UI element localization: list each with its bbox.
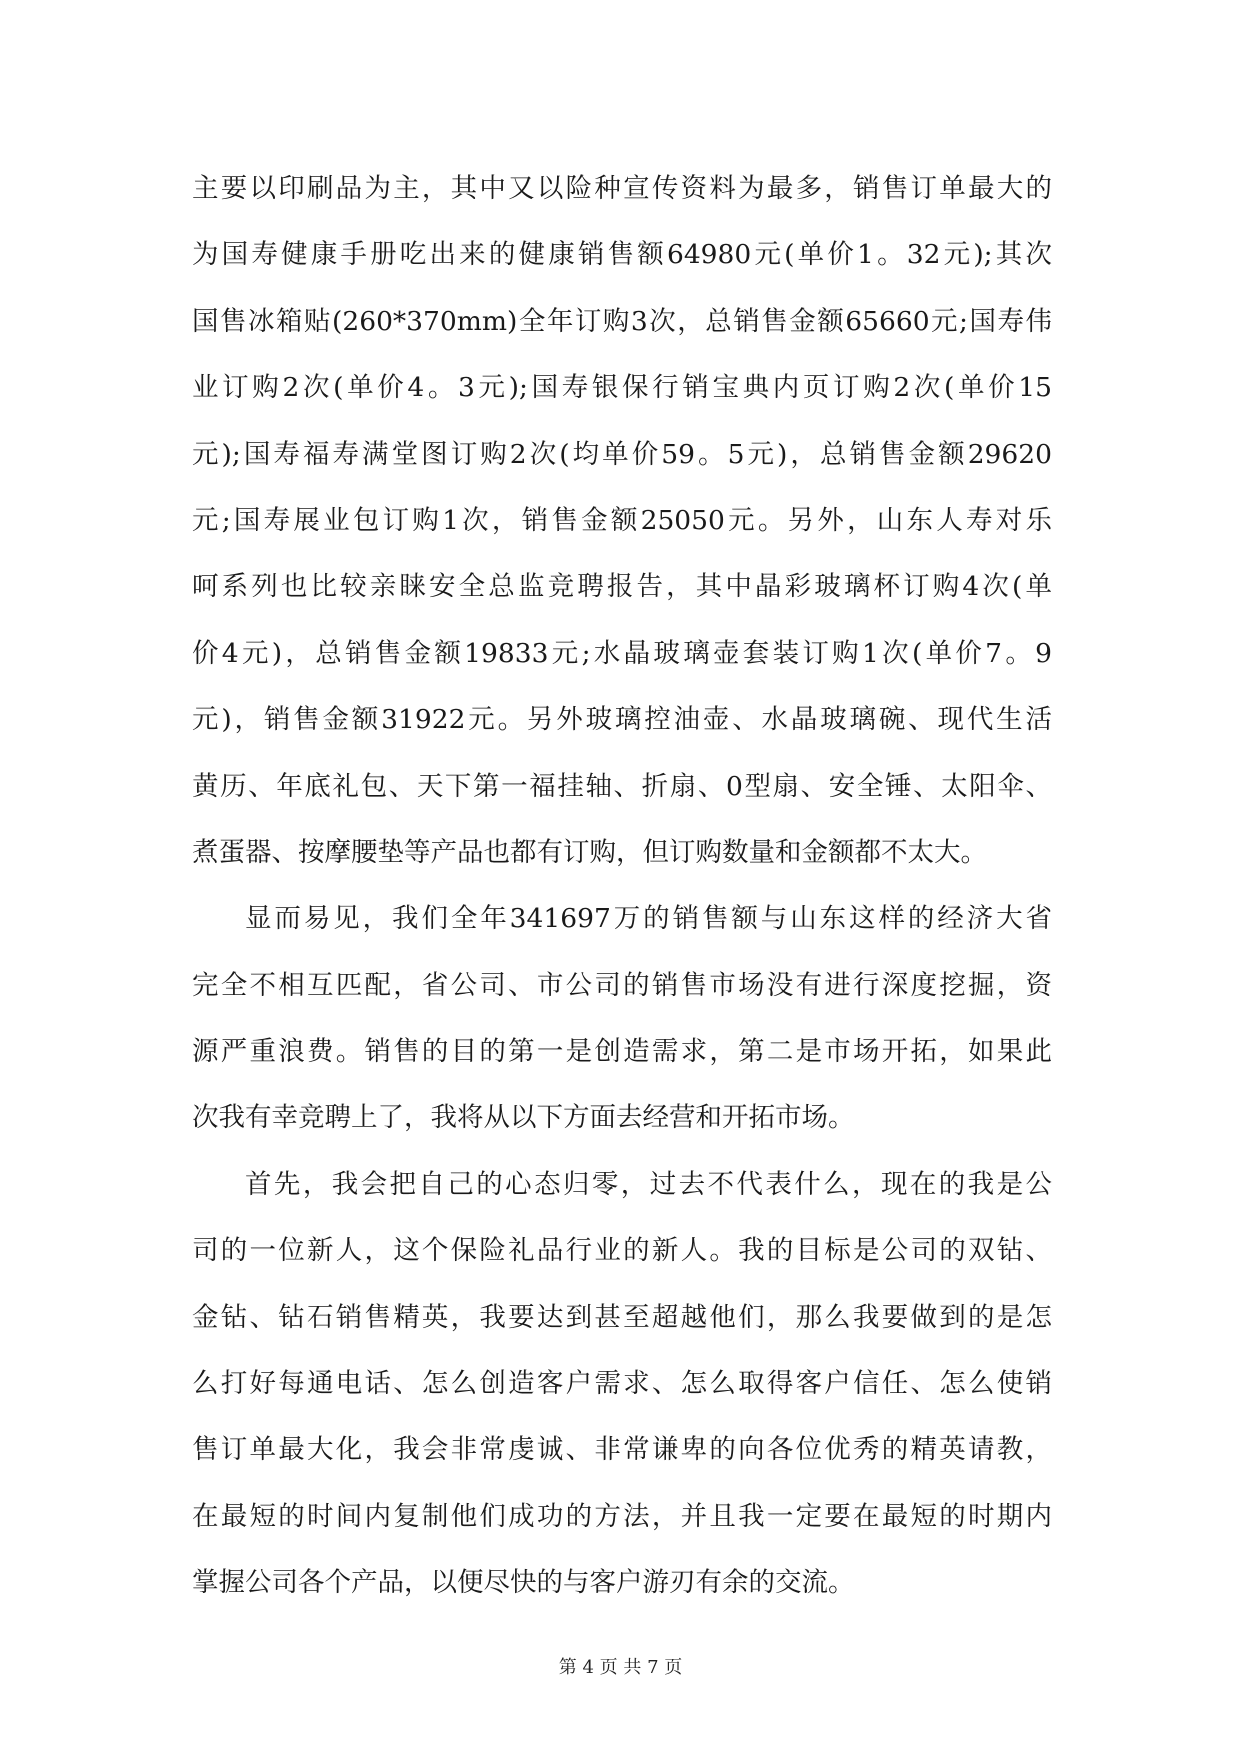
paragraph-line: 在最短的时间内复制他们成功的方法，并且我一定要在最短的时期内 [192,1500,1052,1532]
paragraph-line: 完全不相互匹配，省公司、市公司的销售市场没有进行深度挖掘，资 [192,969,1052,1001]
paragraph-line: 价4元)，总销售金额19833元;水晶玻璃壶套装订购1次(单价7。9 [192,637,1052,669]
paragraph-line: 掌握公司各个产品，以便尽快的与客户游刃有余的交流。 [192,1567,855,1599]
paragraph-line: 为国寿健康手册吃出来的健康销售额64980元(单价1。32元);其次 [192,239,1052,271]
paragraph-line: 首先，我会把自己的心态归零，过去不代表什么，现在的我是公 [245,1168,1052,1200]
paragraph-line: 业订购2次(单价4。3元);国寿银保行销宝典内页订购2次(单价15 [192,372,1052,404]
paragraph-line: 么打好每通电话、怎么创造客户需求、怎么取得客户信任、怎么使销 [192,1368,1052,1400]
paragraph-line: 元;国寿展业包订购1次，销售金额25050元。另外，山东人寿对乐 [192,504,1052,536]
page-footer: 第 4 页 共 7 页 [558,1657,683,1678]
paragraph-line: 国售冰箱贴(260*370mm)全年订购3次，总销售金额65660元;国寿伟 [192,305,1052,337]
paragraph-line: 源严重浪费。销售的目的第一是创造需求，第二是市场开拓，如果此 [192,1036,1052,1068]
paragraph [192,156,1052,886]
paragraph-line: 显而易见，我们全年341697万的销售额与山东这样的经济大省 [245,903,1052,935]
paragraph-line: 金钻、钻石销售精英，我要达到甚至超越他们，那么我要做到的是怎 [192,1301,1052,1333]
paragraph-line: 售订单最大化，我会非常虔诚、非常谦卑的向各位优秀的精英请教， [192,1434,1052,1466]
paragraph-line: 元)，销售金额31922元。另外玻璃控油壶、水晶玻璃碗、现代生活 [192,704,1052,736]
paragraph-line: 次我有幸竞聘上了，我将从以下方面去经营和开拓市场。 [192,1102,855,1134]
paragraph [192,1152,1052,1617]
paragraph-line: 黄历、年底礼包、天下第一福挂轴、折扇、0型扇、安全锤、太阳伞、 [192,770,1052,802]
document-body [192,156,1052,1617]
paragraph-line: 元);国寿福寿满堂图订购2次(均单价59。5元)，总销售金额29620 [192,438,1052,470]
paragraph-line: 呵系列也比较亲睐安全总监竞聘报告，其中晶彩玻璃杯订购4次(单 [192,571,1052,603]
paragraph-line: 煮蛋器、按摩腰垫等产品也都有订购，但订购数量和金额都不太大。 [192,836,987,868]
paragraph-line: 司的一位新人，这个保险礼品行业的新人。我的目标是公司的双钻、 [192,1235,1052,1267]
paragraph-line: 主要以印刷品为主，其中又以险种宣传资料为最多，销售订单最大的 [192,173,1052,204]
paragraph [192,886,1052,1152]
